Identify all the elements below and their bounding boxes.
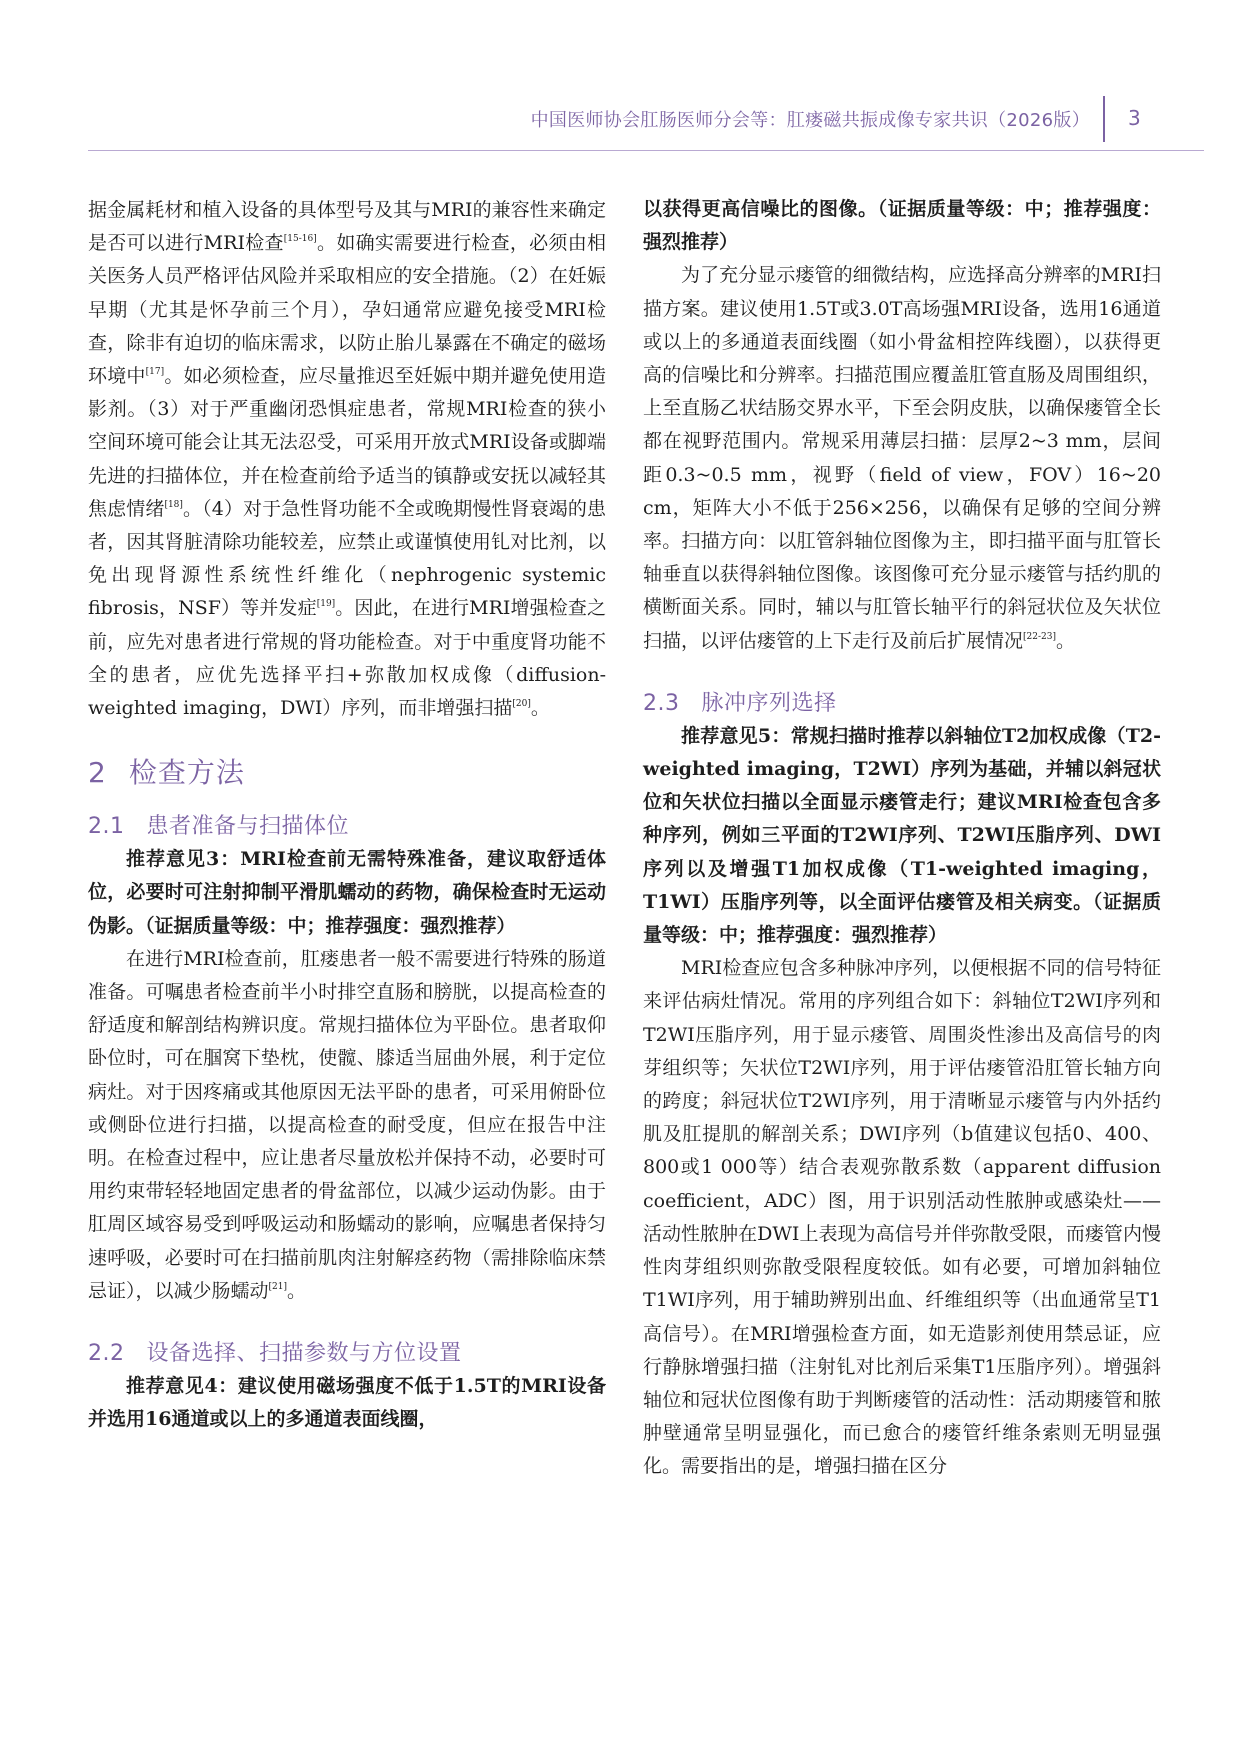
recommendation-4-start: 推荐意见4：建议使用磁场强度不低于1.5T的MRI设备并选用16通道或以上的多通道表面线圈， bbox=[88, 1375, 606, 1431]
header-rule bbox=[88, 150, 1204, 151]
page-number: 3 bbox=[1128, 106, 1141, 130]
citation: [19] bbox=[316, 599, 336, 610]
page-header bbox=[0, 0, 1241, 150]
citation: [18] bbox=[164, 499, 183, 510]
paragraph-pulse-sequences: MRI检查应包含多种脉冲序列，以便根据不同的信号特征来评估病灶情况。常用的序列组合如下：斜轴位T2WI序列和T2WI压脂序列，用于显示瘘管、周围炎性渗出及高信号的肉芽组织等；矢状位T2WI序列，用于评估瘘管沿肛管长轴方向的跨度；斜冠状位T2WI序列，用于清晰显示瘘管与内外括约肌及肛提肌的解剖关系；DWI序列（b值建议包括0、400、800或1 000等）结合表观弥散系数（apparent diffusion coefficient，ADC）图，用于识别活动性脓肿或感染灶——活动性脓肿在DWI上表现为高信号并伴弥散受限，而瘘管内慢性肉芽组织则弥散受限程度较低。如有必要，可增加斜轴位T1WI序列，用于辅助辨别出血、纤维组织等（出血通常呈T1高信号）。在MRI增强检查方面，如无造影剂使用禁忌证，应行静脉增强扫描（注射钆对比剂后采集T1压脂序列）。增强斜轴位和冠状位图像有助于判断瘘管的活动性：活动期瘘管和脓肿壁通常呈明显强化，而已愈合的瘘管纤维条索则无明显强化。需要指出的是，增强扫描在区分 bbox=[643, 957, 1161, 1478]
section-heading-2-3: 2.3 脉冲序列选择 bbox=[643, 690, 837, 716]
citation: [17] bbox=[145, 367, 165, 378]
running-title: 中国医师协会肛肠医师分会等：肛瘘磁共振成像专家共识（2026版） bbox=[530, 110, 1090, 131]
citation: [21] bbox=[268, 1281, 287, 1292]
citation: [15-16] bbox=[283, 234, 317, 245]
paragraph-scan-parameters: 为了充分显示瘘管的细微结构，应选择高分辨率的MRI扫描方案。建议使用1.5T或3.0T高场强MRI设备，选用16通道或以上的多通道表面线圈（如小骨盆相控阵线圈），以获得更高的信噪比和分辨率。扫描范围应覆盖肛管直肠及周围组织，上至直肠乙状结肠交界水平，下至会阴皮肤，以确保瘘管全长都在视野范围内。常规采用薄层扫描：层厚2~3 mm，层间距0.3~0.5 mm，视野（field of view，FOV）16~20 cm，矩阵大小不低于256×256，以确保有足够的空间分辨率。扫描方向：以肛管斜轴位图像为主，即扫描平面与肛管长轴垂直以获得斜轴位图像。该图像可充分显示瘘管与括约肌的横断面关系。同时，辅以与肛管长轴平行的斜冠状位及矢状位扫描，以评估瘘管的上下走行及前后扩展情况[22-23]。 bbox=[643, 264, 1161, 652]
right-column bbox=[643, 193, 1161, 1484]
section-heading-2-2: 2.2 设备选择、扫描参数与方位设置 bbox=[88, 1341, 462, 1367]
recommendation-4-end: 以获得更高信噪比的图像。（证据质量等级：中；推荐强度：强烈推荐） bbox=[643, 198, 1161, 254]
header-divider bbox=[1103, 96, 1105, 142]
citation: [22-23] bbox=[1023, 631, 1056, 642]
citation: [20] bbox=[512, 699, 531, 710]
section-heading-2: 2 检查方法 bbox=[88, 756, 245, 790]
left-column bbox=[88, 194, 606, 1437]
recommendation-5: 推荐意见5：常规扫描时推荐以斜轴位T2加权成像（T2-weighted imaging，T2WI）序列为基础，并辅以斜冠状位和矢状位扫描以全面显示瘘管走行；建议MRI检查包含多种序列，例如三平面的T2WI序列、T2WI压脂序列、DWI序列以及增强T1加权成像（T1-weighted imaging，T1WI）压脂序列等，以全面评估瘘管及相关病变。（证据质量等级：中；推荐强度：强烈推荐） bbox=[643, 724, 1161, 947]
section-heading-2-1: 2.1 患者准备与扫描体位 bbox=[88, 814, 350, 840]
paragraph-patient-preparation: 在进行MRI检查前，肛瘘患者一般不需要进行特殊的肠道准备。可嘱患者检查前半小时排空直肠和膀胱，以提高检查的舒适度和解剖结构辨识度。常规扫描体位为平卧位。患者取仰卧位时，可在腘窝下垫枕，使髋、膝适当屈曲外展，利于定位病灶。对于因疼痛或其他原因无法平卧的患者，可采用俯卧位或侧卧位进行扫描，以提高检查的耐受度，但应在报告中注明。在检查过程中，应让患者尽量放松并保持不动，必要时可用约束带轻轻地固定患者的骨盆部位，以减少运动伪影。由于肛周区域容易受到呼吸运动和肠蠕动的影响，应嘱患者保持匀速呼吸，必要时可在扫描前肌肉注射解痉药物（需排除临床禁忌证），以减少肠蠕动[21]。 bbox=[88, 947, 606, 1302]
recommendation-3: 推荐意见3：MRI检查前无需特殊准备，建议取舒适体位，必要时可注射抑制平滑肌蠕动的药物，确保检查时无运动伪影。（证据质量等级：中；推荐强度：强烈推荐） bbox=[88, 848, 606, 937]
paragraph-contraindications: 据金属耗材和植入设备的具体型号及其与MRI的兼容性来确定是否可以进行MRI检查[15-16]。如确实需要进行检查，必须由相关医务人员严格评估风险并采取相应的安全措施。（2）在妊娠早期（尤其是怀孕前三个月），孕妇通常应避免接受MRI检查，除非有迫切的临床需求，以防止胎儿暴露在不确定的磁场环境中[17]。如必须检查，应尽量推迟至妊娠中期并避免使用造影剂。（3）对于严重幽闭恐惧症患者，常规MRI检查的狭小空间环境可能会让其无法忍受，可采用开放式MRI设备或脚端先进的扫描体位，并在检查前给予适当的镇静或安抚以减轻其焦虑情绪[18]。（4）对于急性肾功能不全或晚期慢性肾衰竭的患者，因其肾脏清除功能较差，应禁止或谨慎使用钆对比剂，以免出现肾源性系统性纤维化（nephrogenic systemic fibrosis，NSF）等并发症[19]。因此，在进行MRI增强检查之前，应先对患者进行常规的肾功能检查。对于中重度肾功能不全的患者，应优先选择平扫+弥散加权成像（diffusion-weighted imaging，DWI）序列，而非增强扫描[20]。 bbox=[88, 199, 606, 720]
